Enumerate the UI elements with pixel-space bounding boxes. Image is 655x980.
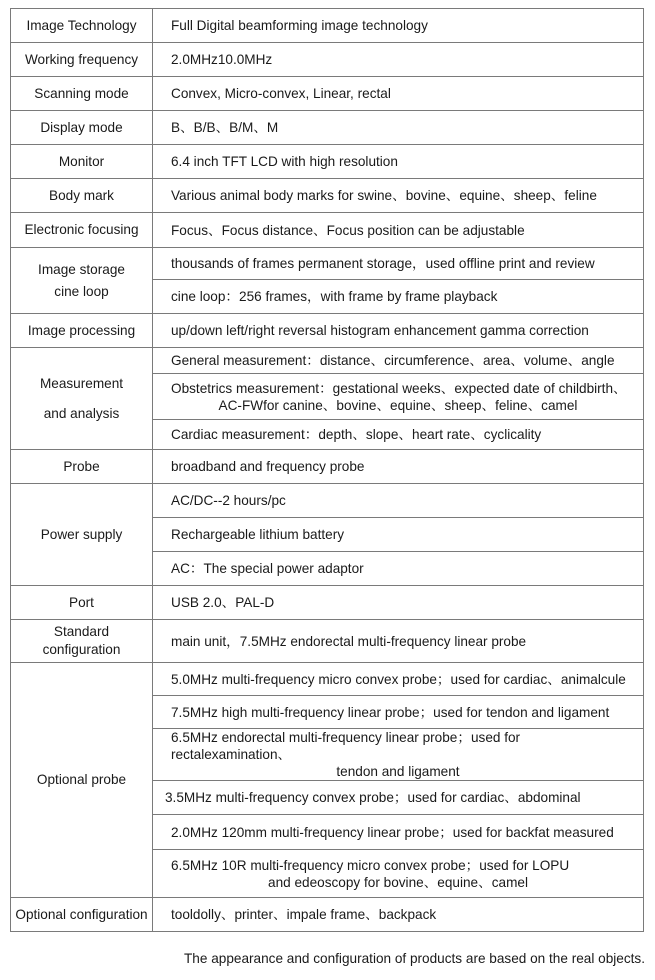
row-label: Image processing — [11, 314, 153, 348]
label-line: Image storage — [38, 261, 125, 277]
table-row — [11, 145, 644, 179]
table-row — [11, 179, 644, 213]
table-row — [11, 348, 644, 374]
row-label: Monitor — [11, 145, 153, 179]
row-label: Optional configuration — [11, 898, 153, 932]
row-value — [153, 729, 644, 781]
row-value: broadband and frequency probe — [153, 450, 644, 484]
row-value: Cardiac measurement：depth、slope、heart rate、cyclicality — [153, 420, 644, 450]
row-value: Rechargeable lithium battery — [153, 518, 644, 552]
value-line: Obstetrics measurement：gestational weeks、expected date of childbirth、 — [171, 380, 627, 396]
row-value: 7.5MHz high multi-frequency linear probe；used for tendon and ligament — [153, 696, 644, 729]
row-label: Optional probe — [11, 663, 153, 898]
table-row — [11, 586, 644, 620]
table-row — [11, 77, 644, 111]
row-value: General measurement：distance、circumference、area、volume、angle — [153, 348, 644, 374]
row-label: Display mode — [11, 111, 153, 145]
row-label: Body mark — [11, 179, 153, 213]
row-label: Probe — [11, 450, 153, 484]
value-line: 6.5MHz endorectal multi-frequency linear probe；used for rectalexamination、 — [171, 730, 521, 762]
table-row — [11, 484, 644, 518]
row-value — [153, 850, 644, 898]
row-label — [11, 620, 153, 663]
row-label: Image Technology — [11, 9, 153, 43]
row-value: Convex, Micro-convex, Linear, rectal — [153, 77, 644, 111]
row-value: Various animal body marks for swine、bovine、equine、sheep、feline — [153, 179, 644, 213]
table-row — [11, 111, 644, 145]
label-line: configuration — [42, 642, 121, 657]
row-value: up/down left/right reversal histogram enhancement gamma correction — [153, 314, 644, 348]
row-label — [11, 348, 153, 450]
row-value: Full Digital beamforming image technology — [153, 9, 644, 43]
table-row — [11, 43, 644, 77]
row-value: main unit，7.5MHz endorectal multi-frequency linear probe — [153, 620, 644, 663]
row-value: USB 2.0、PAL-D — [153, 586, 644, 620]
row-value: 3.5MHz multi-frequency convex probe；used for cardiac、abdominal — [153, 781, 644, 815]
row-label: Scanning mode — [11, 77, 153, 111]
row-label: Port — [11, 586, 153, 620]
label-line: cine loop — [54, 283, 109, 299]
label-line: and analysis — [43, 405, 120, 421]
row-value: 2.0MHz 120mm multi-frequency linear probe；used for backfat measured — [153, 815, 644, 850]
table-row — [11, 248, 644, 280]
row-value: 2.0MHz10.0MHz — [153, 43, 644, 77]
table-row — [11, 213, 644, 248]
value-line: tendon and ligament — [336, 764, 460, 779]
table-row — [11, 663, 644, 696]
row-value: Focus、Focus distance、Focus position can be adjustable — [153, 213, 644, 248]
table-row — [11, 620, 644, 663]
row-label — [11, 248, 153, 314]
label-line: Standard — [53, 624, 110, 639]
table-row — [11, 314, 644, 348]
row-value: tooldolly、printer、impale frame、backpack — [153, 898, 644, 932]
table-row — [11, 9, 644, 43]
footer-note: The appearance and configuration of products are based on the real objects. — [184, 951, 645, 966]
row-value: cine loop：256 frames，with frame by frame playback — [153, 280, 644, 314]
row-value: 6.4 inch TFT LCD with high resolution — [153, 145, 644, 179]
row-value: thousands of frames permanent storage，used offline print and review — [153, 248, 644, 280]
row-label: Power supply — [11, 484, 153, 586]
row-value: AC/DC--2 hours/pc — [153, 484, 644, 518]
row-value: B、B/B、B/M、M — [153, 111, 644, 145]
row-label: Working frequency — [11, 43, 153, 77]
spec-table — [10, 8, 644, 932]
value-line: and edeoscopy for bovine、equine、camel — [268, 874, 528, 890]
table-row — [11, 450, 644, 484]
row-label: Electronic focusing — [11, 213, 153, 248]
row-value: 5.0MHz multi-frequency micro convex probe；used for cardiac、animalcule — [153, 663, 644, 696]
label-line: Measurement — [39, 375, 124, 391]
value-line: 6.5MHz 10R multi-frequency micro convex probe；used for LOPU — [171, 857, 570, 873]
row-value: AC：The special power adaptor — [153, 552, 644, 586]
table-row — [11, 898, 644, 932]
row-value — [153, 374, 644, 420]
value-line: AC-FWfor canine、bovine、equine、sheep、feline、camel — [218, 397, 578, 413]
